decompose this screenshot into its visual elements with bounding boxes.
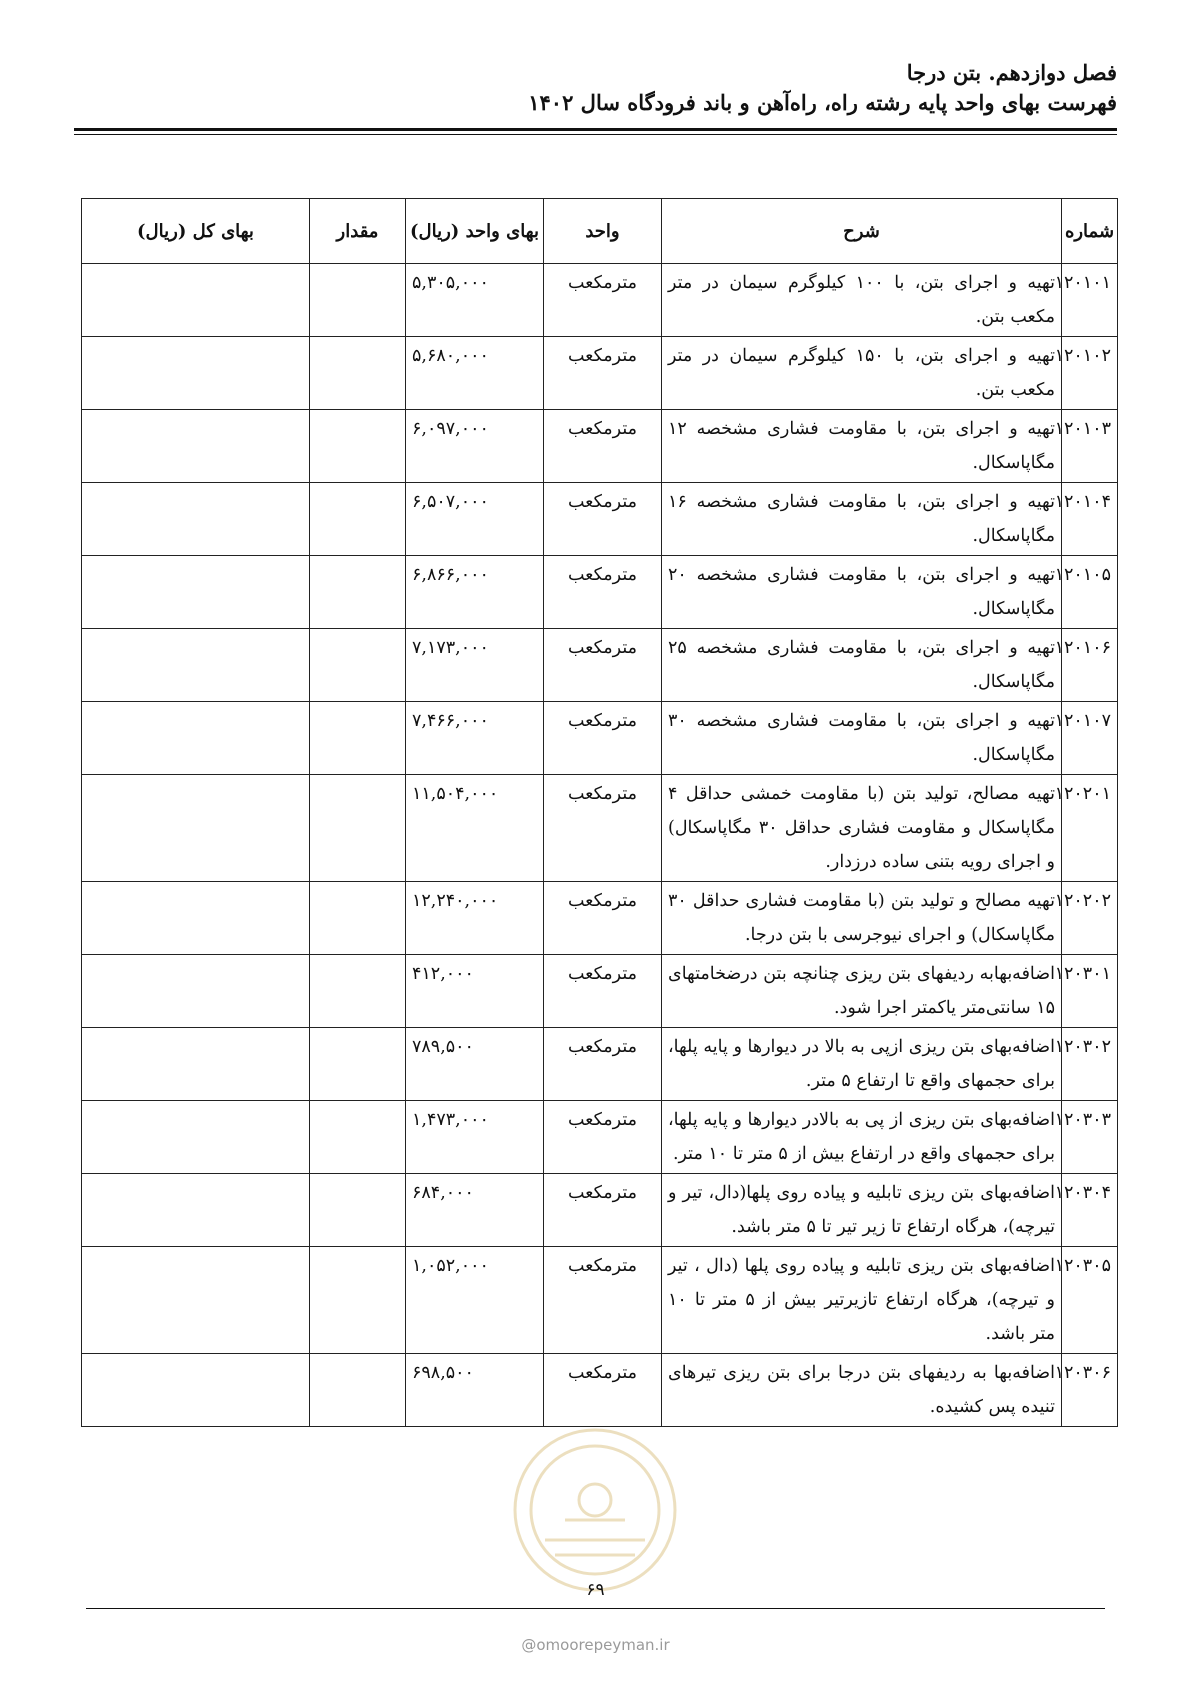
table-row: [82, 882, 1118, 955]
item-total-price: [82, 629, 310, 702]
price-table: [81, 198, 1118, 1427]
item-total-price: [82, 702, 310, 775]
item-quantity: [310, 1354, 406, 1427]
page-number: ۶۹: [586, 1580, 605, 1600]
item-total-price: [82, 1101, 310, 1174]
page-header: [74, 58, 1117, 118]
item-unit: مترمکعب: [544, 882, 662, 955]
item-unit: مترمکعب: [544, 702, 662, 775]
item-number: ۱۲۰۲۰۱: [1062, 775, 1118, 882]
footer-rule: [86, 1608, 1105, 1609]
item-unit-price: ۶۹۸,۵۰۰: [406, 1354, 544, 1427]
item-number: ۱۲۰۳۰۶: [1062, 1354, 1118, 1427]
item-description: تهیه و اجرای بتن، با مقاومت فشاری مشخصه ۲۵ مگاپاسکال.: [662, 629, 1062, 702]
table-row: [82, 337, 1118, 410]
item-quantity: [310, 882, 406, 955]
item-unit: مترمکعب: [544, 1028, 662, 1101]
item-unit: مترمکعب: [544, 1101, 662, 1174]
col-header-quantity: مقدار: [310, 199, 406, 264]
item-description: تهیه مصالح و تولید بتن (با مقاومت فشاری حداقل ۳۰ مگاپاسکال) و اجرای نیوجرسی با بتن درجا.: [662, 882, 1062, 955]
item-description: تهیه و اجرای بتن، با ۱۰۰ کیلوگرم سیمان در متر مکعب بتن.: [662, 264, 1062, 337]
item-quantity: [310, 264, 406, 337]
col-header-number: شماره: [1062, 199, 1118, 264]
item-number: ۱۲۰۳۰۵: [1062, 1247, 1118, 1354]
item-number: ۱۲۰۱۰۴: [1062, 483, 1118, 556]
item-quantity: [310, 337, 406, 410]
item-number: ۱۲۰۳۰۴: [1062, 1174, 1118, 1247]
item-description: تهیه و اجرای بتن، با مقاومت فشاری مشخصه ۱۲ مگاپاسکال.: [662, 410, 1062, 483]
item-number: ۱۲۰۱۰۷: [1062, 702, 1118, 775]
item-total-price: [82, 556, 310, 629]
item-unit-price: ۱۲,۲۴۰,۰۰۰: [406, 882, 544, 955]
item-unit: مترمکعب: [544, 337, 662, 410]
table-row: [82, 955, 1118, 1028]
header-rule-thick: [74, 128, 1117, 131]
document-subtitle: فهرست بهای واحد پایه رشته راه، راه‌آهن و باند فرودگاه سال ۱۴۰۲: [528, 90, 1117, 115]
item-unit-price: ۶۸۴,۰۰۰: [406, 1174, 544, 1247]
item-description: تهیه و اجرای بتن، با مقاومت فشاری مشخصه ۱۶ مگاپاسکال.: [662, 483, 1062, 556]
item-total-price: [82, 1354, 310, 1427]
seal-watermark-icon: [505, 1420, 685, 1600]
item-number: ۱۲۰۱۰۲: [1062, 337, 1118, 410]
item-total-price: [82, 1247, 310, 1354]
item-total-price: [82, 483, 310, 556]
item-description: اضافه‌بهای بتن ریزی ازپی به بالا در دیوارها و پایه پلها، برای حجمهای واقع تا ارتفاع ۵ متر.: [662, 1028, 1062, 1101]
item-unit: مترمکعب: [544, 1354, 662, 1427]
item-description: اضافه‌بها به ردیفهای بتن درجا برای بتن ریزی تیرهای تنیده پس کشیده.: [662, 1354, 1062, 1427]
item-quantity: [310, 483, 406, 556]
header-rule-thin: [74, 134, 1117, 135]
item-unit: مترمکعب: [544, 1247, 662, 1354]
item-number: ۱۲۰۱۰۵: [1062, 556, 1118, 629]
item-unit-price: ۶,۸۶۶,۰۰۰: [406, 556, 544, 629]
item-total-price: [82, 1174, 310, 1247]
item-total-price: [82, 882, 310, 955]
col-header-unit-price: بهای واحد (ریال): [406, 199, 544, 264]
item-quantity: [310, 410, 406, 483]
item-quantity: [310, 775, 406, 882]
item-unit-price: ۵,۳۰۵,۰۰۰: [406, 264, 544, 337]
item-description: تهیه و اجرای بتن، با ۱۵۰ کیلوگرم سیمان در متر مکعب بتن.: [662, 337, 1062, 410]
item-description: تهیه و اجرای بتن، با مقاومت فشاری مشخصه ۳۰ مگاپاسکال.: [662, 702, 1062, 775]
table-row: [82, 410, 1118, 483]
item-total-price: [82, 410, 310, 483]
item-description: تهیه مصالح، تولید بتن (با مقاومت خمشی حداقل ۴ مگاپاسکال و مقاومت فشاری حداقل ۳۰ مگاپاسکال) و اجرای رویه بتنی ساده درزدار.: [662, 775, 1062, 882]
item-unit: مترمکعب: [544, 629, 662, 702]
table-row: [82, 1247, 1118, 1354]
item-quantity: [310, 556, 406, 629]
item-quantity: [310, 1028, 406, 1101]
table-row: [82, 483, 1118, 556]
item-description: تهیه و اجرای بتن، با مقاومت فشاری مشخصه ۲۰ مگاپاسکال.: [662, 556, 1062, 629]
item-number: ۱۲۰۱۰۶: [1062, 629, 1118, 702]
item-unit: مترمکعب: [544, 775, 662, 882]
item-description: اضافه‌بهای بتن ریزی تابلیه و پیاده روی پلها(دال، تیر و تیرچه)، هرگاه ارتفاع تا زیر تیر تا ۵ متر باشد.: [662, 1174, 1062, 1247]
table-row: [82, 775, 1118, 882]
item-number: ۱۲۰۱۰۱: [1062, 264, 1118, 337]
item-unit: مترمکعب: [544, 1174, 662, 1247]
table-row: [82, 556, 1118, 629]
item-total-price: [82, 775, 310, 882]
item-total-price: [82, 337, 310, 410]
item-unit-price: ۷۸۹,۵۰۰: [406, 1028, 544, 1101]
item-unit: مترمکعب: [544, 955, 662, 1028]
table-header-row: [82, 199, 1118, 264]
item-unit-price: ۴۱۲,۰۰۰: [406, 955, 544, 1028]
table-row: [82, 1101, 1118, 1174]
item-unit-price: ۱۱,۵۰۴,۰۰۰: [406, 775, 544, 882]
item-unit-price: ۶,۵۰۷,۰۰۰: [406, 483, 544, 556]
item-number: ۱۲۰۳۰۲: [1062, 1028, 1118, 1101]
chapter-title: فصل دوازدهم. بتن درجا: [906, 60, 1117, 85]
item-unit-price: ۷,۱۷۳,۰۰۰: [406, 629, 544, 702]
item-quantity: [310, 702, 406, 775]
item-number: ۱۲۰۱۰۳: [1062, 410, 1118, 483]
col-header-unit: واحد: [544, 199, 662, 264]
item-quantity: [310, 1174, 406, 1247]
item-unit: مترمکعب: [544, 556, 662, 629]
item-unit-price: ۶,۰۹۷,۰۰۰: [406, 410, 544, 483]
table-row: [82, 702, 1118, 775]
item-quantity: [310, 955, 406, 1028]
table-row: [82, 1028, 1118, 1101]
item-description: اضافه‌بهابه ردیفهای بتن ریزی چنانچه بتن درضخامتهای ۱۵ سانتی‌متر یاکمتر اجرا شود.: [662, 955, 1062, 1028]
item-unit-price: ۱,۴۷۳,۰۰۰: [406, 1101, 544, 1174]
item-description: اضافه‌بهای بتن ریزی از پی به بالادر دیوارها و پایه پلها، برای حجمهای واقع در ارتفاع بیش از ۵ متر تا ۱۰ متر.: [662, 1101, 1062, 1174]
item-number: ۱۲۰۳۰۳: [1062, 1101, 1118, 1174]
table-row: [82, 264, 1118, 337]
item-quantity: [310, 1101, 406, 1174]
item-total-price: [82, 264, 310, 337]
item-number: ۱۲۰۳۰۱: [1062, 955, 1118, 1028]
item-unit: مترمکعب: [544, 410, 662, 483]
table-row: [82, 1174, 1118, 1247]
item-unit: مترمکعب: [544, 483, 662, 556]
item-description: اضافه‌بهای بتن ریزی تابلیه و پیاده روی پلها (دال ، تیر و تیرچه)، هرگاه ارتفاع تازیرتیر بیش از ۵ متر تا ۱۰ متر باشد.: [662, 1247, 1062, 1354]
item-unit-price: ۷,۴۶۶,۰۰۰: [406, 702, 544, 775]
table-row: [82, 1354, 1118, 1427]
item-quantity: [310, 629, 406, 702]
col-header-description: شرح: [662, 199, 1062, 264]
item-unit-price: ۱,۰۵۲,۰۰۰: [406, 1247, 544, 1354]
website-watermark: @omoorepeyman.ir: [521, 1636, 670, 1654]
item-total-price: [82, 1028, 310, 1101]
col-header-total-price: بهای کل (ریال): [82, 199, 310, 264]
item-unit: مترمکعب: [544, 264, 662, 337]
item-total-price: [82, 955, 310, 1028]
table-row: [82, 629, 1118, 702]
item-quantity: [310, 1247, 406, 1354]
item-number: ۱۲۰۲۰۲: [1062, 882, 1118, 955]
item-unit-price: ۵,۶۸۰,۰۰۰: [406, 337, 544, 410]
